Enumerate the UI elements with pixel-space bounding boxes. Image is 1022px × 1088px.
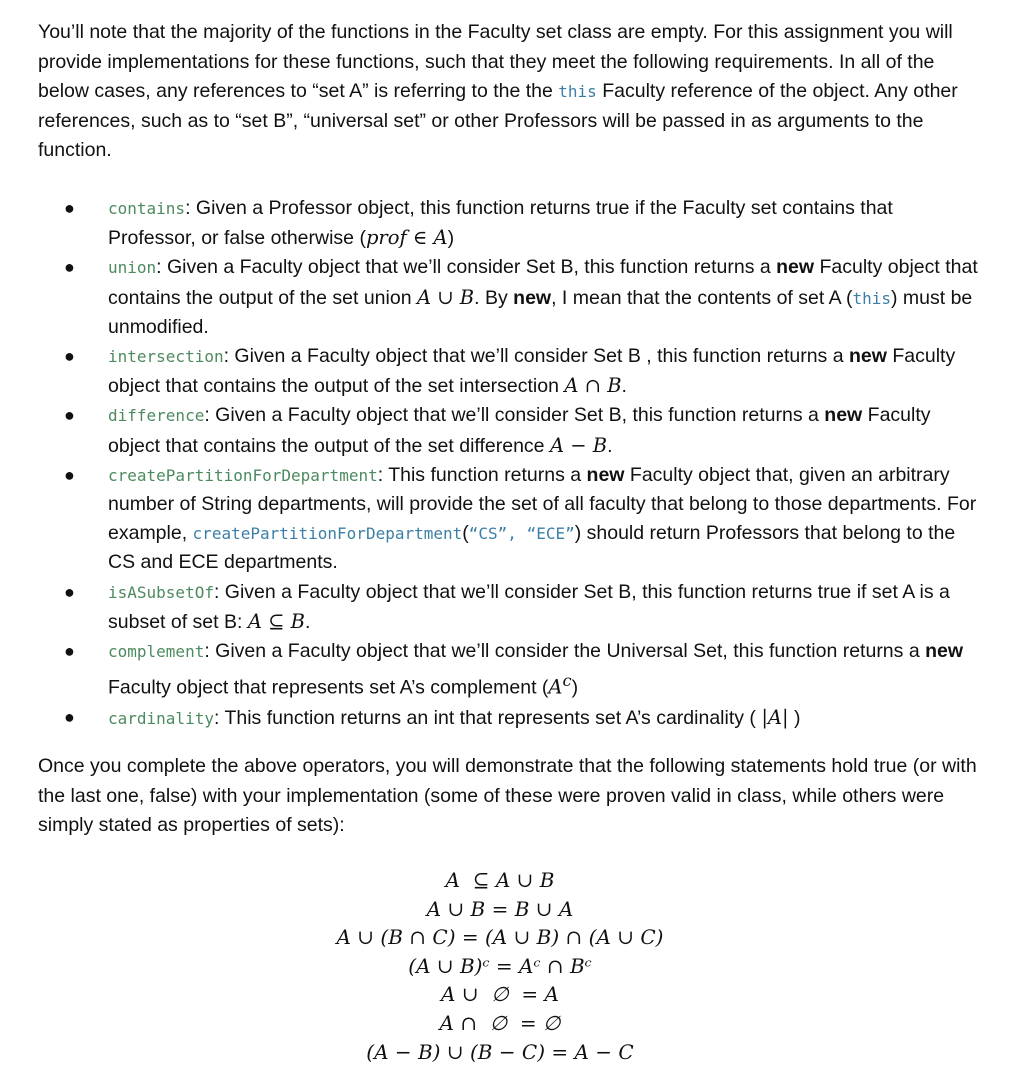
equation-de-morgan: (A ∪ B)ᶜ = Aᶜ ∩ Bᶜ — [408, 953, 592, 978]
math-intersection: A ∩ B — [564, 374, 622, 398]
fn-desc-intersection-2: Faculty object that contains the output of the set intersection — [108, 345, 956, 398]
list-item-create-partition — [0, 461, 1000, 578]
math-complement-sup: c — [562, 671, 572, 691]
bullet-icon: ● — [64, 706, 75, 727]
fn-desc-union-3: . By — [474, 286, 514, 309]
equation-subset-union: A ⊆ A ∪ B — [445, 868, 555, 892]
new-emphasis: new — [925, 640, 964, 663]
fn-desc-union-4: , I mean that the contents of set A ( — [551, 286, 853, 309]
fn-desc-subset-1: : Given a Faculty object that we’ll consider Set B, this function returns true if set A is a subset of set B: — [108, 580, 950, 633]
math-union: A ∪ B — [416, 285, 475, 309]
intro-text-1: You’ll note that the majority of the functions in the Faculty set class are empty. For this assignment you will provide implementations for these functions, such that they meet the following requirements. In all of the below cases, any references to “set A” is referring to the the — [38, 21, 953, 102]
function-requirements-list — [0, 194, 1000, 733]
code-example-fn: createPartitionForDepartment — [192, 524, 463, 544]
new-emphasis: new — [586, 463, 625, 486]
fn-name-union: union — [108, 258, 157, 278]
new-emphasis: new — [776, 256, 815, 279]
code-this: this — [852, 288, 891, 308]
code-example-arg1: “CS” — [468, 524, 508, 544]
fn-desc-partition-3: should return Professors that belong to the CS and ECE departments. — [108, 522, 956, 574]
math-cardinality: |A| — [761, 705, 789, 729]
intro-code-this: this — [558, 82, 597, 101]
bullet-icon: ● — [64, 257, 75, 278]
fn-desc-union-1: : Given a Faculty object that we’ll consider Set B, this function returns a — [156, 256, 777, 279]
fn-desc-subset-2: . — [304, 610, 311, 633]
outro-paragraph: Once you complete the above operators, you will demonstrate that the following statements hold true (or with the last one, false) with your implementation (some of these were proven valid in class, while others were simply stated as properties of sets): — [38, 755, 977, 836]
fn-name-create-partition: createPartitionForDepartment — [108, 465, 378, 485]
fn-desc-union-2: Faculty object that contains the output of the set union — [108, 256, 978, 309]
math-complement: A — [548, 675, 563, 699]
fn-name-difference: difference — [108, 406, 205, 426]
bullet-icon: ● — [64, 198, 75, 218]
fn-desc-complement-3: ) — [571, 676, 579, 699]
math-subset: A ⊆ B — [247, 609, 305, 633]
fn-desc-difference-2: Faculty object that contains the output of the set difference — [108, 404, 931, 457]
fn-desc-difference-3: . — [607, 434, 613, 457]
list-item-cardinality — [0, 703, 1000, 733]
fn-desc-intersection-1: : Given a Faculty object that we’ll consider Set B , this function returns a — [223, 345, 849, 368]
code-example-arg2: “ECE” — [526, 524, 575, 544]
bullet-icon: ● — [64, 346, 75, 367]
fn-name-cardinality: cardinality — [108, 708, 214, 728]
bullet-icon: ● — [64, 405, 75, 426]
bullet-icon: ● — [64, 464, 75, 485]
fn-desc-difference-1: : Given a Faculty object that we’ll consider Set B, this function returns a — [204, 404, 825, 427]
fn-desc-cardinality-2: ) — [788, 706, 801, 729]
list-item-union — [0, 253, 1000, 342]
equation-intersection-empty: A ∩ ∅ = ∅ — [439, 1010, 561, 1035]
equations-block — [0, 866, 1000, 1066]
math-contains: prof ∈ A — [365, 226, 448, 250]
list-item-is-subset — [0, 578, 1000, 637]
equation-union-empty: A ∪ ∅ = A — [441, 982, 559, 1007]
list-item-complement — [0, 637, 1000, 703]
bullet-icon: ● — [64, 581, 75, 602]
code-example-open: ( — [462, 522, 469, 545]
math-difference: A − B — [549, 433, 608, 457]
intro-text-2: Faculty reference of the object. Any other references, such as to “set B”, “universal set” or other Professors will be passed in as arguments to the function. — [38, 80, 958, 161]
list-item-intersection — [0, 342, 1000, 401]
code-example-close: ) — [574, 522, 582, 545]
intro-paragraph — [38, 18, 988, 166]
new-emphasis: new — [848, 345, 887, 368]
equation-union-commutative: A ∪ B = B ∪ A — [426, 896, 574, 921]
fn-name-is-subset: isASubsetOf — [108, 582, 214, 602]
fn-desc-contains-end: ) — [447, 227, 455, 250]
fn-desc-partition-1: : This function returns a — [377, 463, 587, 486]
new-emphasis: new — [513, 286, 552, 309]
fn-desc-union-5: ) must be unmodified. — [108, 286, 973, 338]
bullet-icon: ● — [64, 641, 75, 662]
fn-desc-complement-2: Faculty object that represents set A’s complement ( — [108, 676, 549, 699]
fn-desc-contains: : Given a Professor object, this function returns true if the Faculty set contains that Professor, or false otherwise ( — [108, 197, 893, 250]
fn-desc-partition-2: Faculty object that, given an arbitrary number of String departments, will provide the set of all faculty that belong to those departments. For example, — [108, 463, 977, 545]
equation-difference-false: (A − B) ∪ (B − C) = A − C — [366, 1039, 634, 1064]
list-item-difference — [0, 401, 1000, 460]
new-emphasis: new — [824, 404, 863, 427]
fn-desc-cardinality-1: : This function returns an int that represents set A’s cardinality ( — [213, 706, 762, 729]
equation-distributive: A ∪ (B ∩ C) = (A ∪ B) ∩ (A ∪ C) — [336, 925, 664, 950]
code-example-sep: , — [507, 524, 527, 544]
fn-name-complement: complement — [108, 642, 205, 662]
fn-desc-complement-1: : Given a Faculty object that we’ll consider the Universal Set, this function returns a — [204, 640, 926, 663]
fn-name-contains: contains — [108, 199, 186, 218]
list-item-contains — [0, 194, 1000, 253]
fn-desc-intersection-3: . — [621, 375, 627, 398]
fn-name-intersection: intersection — [108, 347, 224, 367]
